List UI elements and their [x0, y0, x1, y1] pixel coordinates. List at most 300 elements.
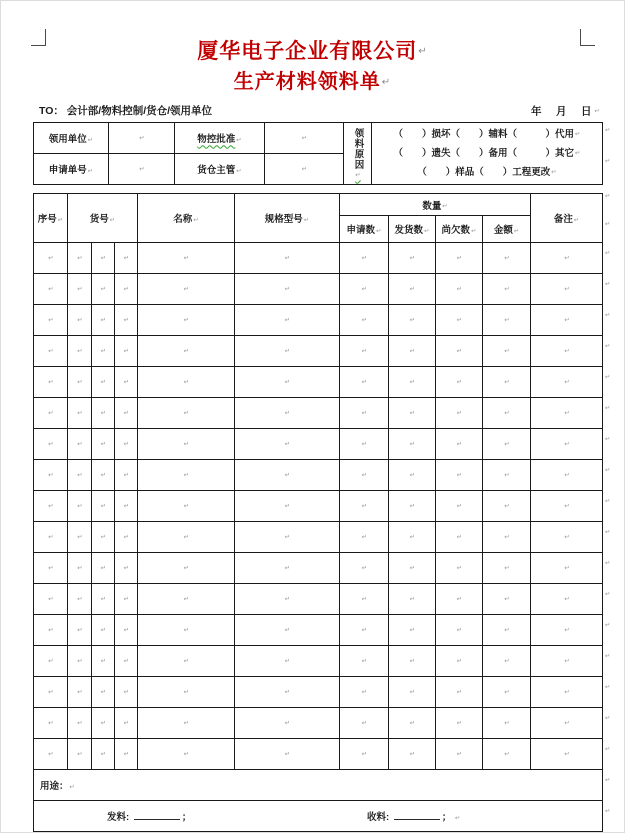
cell-mark-icon: ↵: [48, 286, 54, 294]
form-body: [33, 122, 603, 832]
table-cell[interactable]: [235, 460, 340, 491]
cell-mark-icon: ↵: [123, 317, 130, 325]
cell-mark-icon: ↵: [409, 317, 416, 325]
table-cell[interactable]: [389, 398, 436, 429]
table-cell[interactable]: [436, 305, 483, 336]
cell-mark-icon: ↵: [355, 172, 361, 180]
table-cell[interactable]: [235, 615, 340, 646]
table-cell[interactable]: [340, 584, 389, 615]
table-cell[interactable]: [68, 429, 92, 460]
table-cell[interactable]: [68, 615, 92, 646]
table-cell[interactable]: [436, 274, 483, 305]
table-cell[interactable]: [92, 398, 115, 429]
table-cell[interactable]: [92, 367, 115, 398]
col-header-quantity-group: 数量↵: [340, 194, 531, 216]
table-cell[interactable]: [68, 305, 92, 336]
field-warehouse-supervisor[interactable]: [265, 154, 344, 185]
table-cell[interactable]: [389, 429, 436, 460]
table-cell[interactable]: [235, 708, 340, 739]
cell-mark-icon: ↵: [456, 658, 463, 666]
reason-checkbox-area[interactable]: [372, 123, 603, 185]
table-cell[interactable]: [68, 584, 92, 615]
table-cell[interactable]: [340, 367, 389, 398]
cell-mark-icon: ↵: [100, 565, 107, 573]
table-cell[interactable]: [483, 460, 531, 491]
table-cell[interactable]: [483, 491, 531, 522]
table-cell[interactable]: [92, 584, 115, 615]
table-cell[interactable]: [340, 553, 389, 584]
table-cell[interactable]: [138, 553, 235, 584]
cell-mark-icon: ↵: [564, 565, 570, 573]
table-cell[interactable]: [531, 615, 603, 646]
cell-mark-icon: ↵: [123, 472, 130, 480]
cell-mark-icon: ↵: [409, 410, 416, 418]
table-cell[interactable]: [92, 429, 115, 460]
col-header-remark: 备注↵: [531, 194, 603, 243]
cell-mark-icon: ↵: [456, 627, 463, 635]
table-cell[interactable]: [68, 398, 92, 429]
table-cell[interactable]: [389, 274, 436, 305]
cell-mark-icon: ↵: [284, 472, 291, 480]
table-cell[interactable]: [115, 553, 138, 584]
table-cell[interactable]: [340, 398, 389, 429]
table-cell[interactable]: [115, 429, 138, 460]
table-cell[interactable]: [92, 522, 115, 553]
table-cell[interactable]: [483, 646, 531, 677]
table-row: [34, 429, 603, 460]
table-cell[interactable]: [115, 677, 138, 708]
table-cell[interactable]: [531, 243, 603, 274]
cell-mark-icon: ↵: [183, 503, 190, 511]
paragraph-mark-icon: ↵: [381, 77, 392, 89]
table-cell[interactable]: [138, 615, 235, 646]
cell-mark-icon: ↵: [100, 410, 107, 418]
table-cell[interactable]: [138, 646, 235, 677]
table-cell[interactable]: [92, 553, 115, 584]
table-cell[interactable]: [115, 584, 138, 615]
table-cell[interactable]: [34, 243, 68, 274]
table-cell[interactable]: [115, 522, 138, 553]
table-cell[interactable]: [34, 274, 68, 305]
table-cell[interactable]: [531, 646, 603, 677]
issue-signature-blank[interactable]: [134, 810, 180, 820]
table-cell[interactable]: [34, 460, 68, 491]
table-cell[interactable]: [68, 336, 92, 367]
table-cell[interactable]: [138, 305, 235, 336]
table-cell[interactable]: [389, 491, 436, 522]
cell-mark-icon: ↵: [564, 255, 570, 263]
col-header-shipped-qty: 发货数↵: [389, 216, 436, 243]
table-cell[interactable]: [92, 739, 115, 770]
cell-mark-icon: ↵: [183, 379, 190, 387]
cell-mark-icon: ↵: [361, 379, 368, 387]
table-cell[interactable]: [531, 553, 603, 584]
cell-mark-icon: ↵: [183, 255, 190, 263]
margin-corner-mark-right: [580, 29, 595, 46]
table-cell[interactable]: [389, 615, 436, 646]
table-cell[interactable]: [235, 274, 340, 305]
table-cell[interactable]: [138, 243, 235, 274]
cell-mark-icon: ↵: [442, 203, 448, 211]
table-row: [34, 739, 603, 770]
table-cell[interactable]: [483, 305, 531, 336]
table-cell[interactable]: [34, 553, 68, 584]
paragraph-mark-icon: ↵: [594, 108, 600, 116]
usage-row[interactable]: 用途：↵: [34, 770, 603, 801]
table-cell[interactable]: [483, 429, 531, 460]
reason-line-3: （ ）样品（ ）工程更改↵: [417, 167, 557, 179]
table-cell[interactable]: [92, 274, 115, 305]
table-cell[interactable]: [340, 336, 389, 367]
table-cell[interactable]: [235, 336, 340, 367]
cell-mark-icon: ↵: [513, 227, 520, 235]
table-cell[interactable]: [531, 708, 603, 739]
table-cell[interactable]: [531, 367, 603, 398]
table-row: [34, 336, 603, 367]
table-cell[interactable]: [389, 367, 436, 398]
table-cell[interactable]: [138, 367, 235, 398]
cell-mark-icon: ↵: [123, 379, 130, 387]
cell-mark-icon: ↵: [504, 379, 510, 387]
cell-mark-icon: ↵: [504, 751, 510, 759]
table-cell[interactable]: [92, 677, 115, 708]
table-cell[interactable]: [436, 398, 483, 429]
table-cell[interactable]: [115, 739, 138, 770]
cell-mark-icon: ↵: [100, 503, 107, 511]
table-cell[interactable]: [389, 336, 436, 367]
table-cell[interactable]: [115, 398, 138, 429]
company-title-text: 厦华电子企业有限公司: [197, 40, 418, 63]
table-cell[interactable]: [34, 367, 68, 398]
table-cell[interactable]: [235, 677, 340, 708]
cell-mark-icon: ↵: [284, 503, 291, 511]
cell-mark-icon: ↵: [123, 627, 130, 635]
cell-mark-icon: ↵: [361, 596, 368, 604]
table-cell[interactable]: [436, 739, 483, 770]
cell-mark-icon: ↵: [77, 627, 83, 635]
field-requesting-unit[interactable]: [109, 123, 175, 154]
cell-mark-icon: ↵: [504, 317, 510, 325]
table-cell[interactable]: [340, 243, 389, 274]
row-end-mark-icon: ↵: [605, 127, 611, 134]
table-cell[interactable]: [138, 274, 235, 305]
table-cell[interactable]: [34, 491, 68, 522]
table-cell[interactable]: [340, 739, 389, 770]
cell-mark-icon: ↵: [504, 410, 510, 418]
table-cell[interactable]: [68, 708, 92, 739]
table-cell[interactable]: [340, 305, 389, 336]
table-row: [34, 305, 603, 336]
table-cell[interactable]: [436, 553, 483, 584]
table-cell[interactable]: [115, 708, 138, 739]
table-cell[interactable]: [389, 646, 436, 677]
table-cell[interactable]: [138, 522, 235, 553]
cell-mark-icon: ↵: [48, 317, 54, 325]
table-cell[interactable]: [92, 336, 115, 367]
table-cell[interactable]: [340, 491, 389, 522]
table-cell[interactable]: [115, 305, 138, 336]
row-end-mark-icon: ↵: [605, 622, 611, 629]
table-cell[interactable]: [138, 708, 235, 739]
table-cell[interactable]: [235, 522, 340, 553]
table-cell[interactable]: [34, 429, 68, 460]
table-cell[interactable]: [115, 367, 138, 398]
cell-mark-icon: ↵: [284, 565, 291, 573]
cell-mark-icon: ↵: [48, 689, 54, 697]
table-cell[interactable]: [531, 677, 603, 708]
table-cell[interactable]: [68, 522, 92, 553]
cell-mark-icon: ↵: [57, 216, 64, 224]
cell-mark-icon: ↵: [564, 286, 570, 294]
cell-mark-icon: ↵: [48, 441, 54, 449]
table-cell[interactable]: [138, 677, 235, 708]
table-cell[interactable]: [436, 584, 483, 615]
cell-mark-icon: ↵: [236, 167, 242, 175]
table-cell[interactable]: [235, 367, 340, 398]
issue-signature: 发料: ；: [107, 812, 192, 824]
cell-mark-icon: ↵: [100, 751, 107, 759]
table-cell[interactable]: [483, 708, 531, 739]
table-cell[interactable]: [389, 708, 436, 739]
table-cell[interactable]: [389, 460, 436, 491]
table-cell[interactable]: [92, 646, 115, 677]
cell-mark-icon: ↵: [183, 689, 190, 697]
table-cell[interactable]: [436, 646, 483, 677]
table-cell[interactable]: [531, 398, 603, 429]
table-cell[interactable]: [68, 274, 92, 305]
table-cell[interactable]: [235, 739, 340, 770]
table-cell[interactable]: [340, 615, 389, 646]
table-cell[interactable]: [235, 584, 340, 615]
cell-mark-icon: ↵: [504, 441, 510, 449]
field-material-control-approval[interactable]: [265, 123, 344, 154]
table-cell[interactable]: [115, 460, 138, 491]
table-cell[interactable]: [92, 491, 115, 522]
requisition-table: [33, 193, 603, 832]
table-cell[interactable]: [92, 460, 115, 491]
table-cell[interactable]: [389, 243, 436, 274]
table-cell[interactable]: [531, 429, 603, 460]
table-cell[interactable]: [115, 491, 138, 522]
table-cell[interactable]: [138, 460, 235, 491]
table-cell[interactable]: [531, 274, 603, 305]
table-cell[interactable]: [436, 615, 483, 646]
table-cell[interactable]: [92, 305, 115, 336]
table-cell[interactable]: [68, 646, 92, 677]
table-cell[interactable]: [34, 677, 68, 708]
cell-mark-icon: ↵: [123, 255, 130, 263]
table-cell[interactable]: [68, 553, 92, 584]
cell-mark-icon: ↵: [284, 751, 291, 759]
table-cell[interactable]: [531, 584, 603, 615]
table-cell[interactable]: [436, 708, 483, 739]
cell-mark-icon: ↵: [77, 689, 83, 697]
cell-mark-icon: ↵: [504, 689, 510, 697]
table-cell[interactable]: [483, 739, 531, 770]
table-cell[interactable]: [531, 739, 603, 770]
cell-mark-icon: ↵: [100, 348, 107, 356]
cell-mark-icon: ↵: [409, 441, 416, 449]
cell-mark-icon: ↵: [48, 379, 54, 387]
field-request-number[interactable]: [109, 154, 175, 185]
table-cell[interactable]: [68, 739, 92, 770]
table-cell[interactable]: [389, 584, 436, 615]
table-cell[interactable]: [138, 336, 235, 367]
cell-mark-icon: ↵: [183, 720, 190, 728]
row-end-mark-icon: ↵: [605, 250, 611, 257]
table-cell[interactable]: [92, 243, 115, 274]
table-cell[interactable]: [115, 243, 138, 274]
table-cell[interactable]: [531, 336, 603, 367]
table-cell[interactable]: [436, 243, 483, 274]
table-cell[interactable]: [389, 677, 436, 708]
table-cell[interactable]: [235, 646, 340, 677]
table-row: [34, 398, 603, 429]
table-cell[interactable]: [436, 491, 483, 522]
cell-mark-icon: ↵: [100, 255, 107, 263]
cell-mark-icon: ↵: [564, 410, 570, 418]
cell-mark-icon: ↵: [77, 472, 83, 480]
cell-mark-icon: ↵: [183, 472, 190, 480]
table-cell[interactable]: [68, 491, 92, 522]
table-cell[interactable]: [340, 460, 389, 491]
cell-mark-icon: ↵: [361, 658, 368, 666]
table-cell[interactable]: [340, 429, 389, 460]
table-cell[interactable]: [34, 739, 68, 770]
cell-mark-icon: ↵: [564, 751, 570, 759]
table-cell[interactable]: [340, 708, 389, 739]
table-cell[interactable]: [436, 429, 483, 460]
table-cell[interactable]: [531, 491, 603, 522]
table-cell[interactable]: [115, 615, 138, 646]
table-cell[interactable]: [483, 243, 531, 274]
company-title: [1, 39, 624, 65]
table-cell[interactable]: [436, 336, 483, 367]
table-cell[interactable]: [68, 460, 92, 491]
table-cell[interactable]: [92, 615, 115, 646]
row-end-mark-icon: ↵: [605, 715, 611, 722]
table-cell[interactable]: [34, 522, 68, 553]
table-cell[interactable]: [436, 460, 483, 491]
table-cell[interactable]: [92, 708, 115, 739]
table-cell[interactable]: [235, 491, 340, 522]
table-cell[interactable]: [340, 274, 389, 305]
table-cell[interactable]: [436, 367, 483, 398]
table-cell[interactable]: [389, 739, 436, 770]
cell-mark-icon: ↵: [361, 565, 368, 573]
table-cell[interactable]: [34, 584, 68, 615]
table-cell[interactable]: [138, 491, 235, 522]
cell-mark-icon: ↵: [409, 751, 416, 759]
cell-mark-icon: ↵: [123, 751, 130, 759]
cell-mark-icon: ↵: [77, 317, 83, 325]
cell-mark-icon: ↵: [504, 286, 510, 294]
table-cell[interactable]: [34, 336, 68, 367]
table-cell[interactable]: [483, 522, 531, 553]
table-cell[interactable]: [483, 553, 531, 584]
cell-mark-icon: ↵: [284, 286, 291, 294]
table-cell[interactable]: [235, 243, 340, 274]
reason-line-1: （ ）损坏（ ）辅料（ ）代用↵: [393, 129, 581, 141]
table-cell[interactable]: [389, 522, 436, 553]
table-cell[interactable]: [235, 553, 340, 584]
cell-mark-icon: ↵: [456, 751, 463, 759]
table-row: [34, 522, 603, 553]
table-cell[interactable]: [34, 398, 68, 429]
cell-mark-icon: ↵: [183, 658, 190, 666]
table-cell[interactable]: [68, 677, 92, 708]
table-cell[interactable]: [483, 398, 531, 429]
cell-mark-icon: ↵: [123, 410, 130, 418]
cell-mark-icon: ↵: [123, 286, 130, 294]
cell-mark-icon: ↵: [504, 720, 510, 728]
cell-mark-icon: ↵: [100, 379, 107, 387]
table-cell[interactable]: [68, 367, 92, 398]
table-cell[interactable]: [483, 367, 531, 398]
table-cell[interactable]: [235, 305, 340, 336]
table-cell[interactable]: [138, 398, 235, 429]
cell-mark-icon: ↵: [409, 255, 416, 263]
cell-mark-icon: ↵: [77, 255, 83, 263]
cell-mark-icon: ↵: [504, 472, 510, 480]
table-cell[interactable]: [115, 336, 138, 367]
cell-mark-icon: ↵: [100, 472, 107, 480]
cell-mark-icon: ↵: [564, 441, 570, 449]
table-cell[interactable]: [235, 398, 340, 429]
cell-mark-icon: ↵: [48, 658, 54, 666]
table-cell[interactable]: [483, 274, 531, 305]
table-cell[interactable]: [483, 677, 531, 708]
table-cell[interactable]: [34, 646, 68, 677]
table-cell[interactable]: [436, 677, 483, 708]
cell-mark-icon: ↵: [77, 720, 83, 728]
table-cell[interactable]: [531, 522, 603, 553]
table-cell[interactable]: [235, 429, 340, 460]
table-cell[interactable]: [389, 305, 436, 336]
table-cell[interactable]: [483, 615, 531, 646]
cell-mark-icon: ↵: [564, 317, 570, 325]
table-cell[interactable]: [531, 460, 603, 491]
table-cell[interactable]: [483, 584, 531, 615]
table-cell[interactable]: [436, 522, 483, 553]
table-cell[interactable]: [115, 646, 138, 677]
table-cell[interactable]: [138, 584, 235, 615]
table-cell[interactable]: [138, 739, 235, 770]
table-row: [34, 460, 603, 491]
cell-mark-icon: ↵: [361, 348, 368, 356]
table-cell[interactable]: [340, 646, 389, 677]
table-cell[interactable]: [340, 522, 389, 553]
cell-mark-icon: ↵: [564, 503, 570, 511]
table-cell[interactable]: [34, 615, 68, 646]
table-cell[interactable]: [115, 274, 138, 305]
table-cell[interactable]: [34, 708, 68, 739]
table-cell[interactable]: [68, 243, 92, 274]
row-end-mark-icon: ↵: [605, 684, 611, 691]
table-cell[interactable]: [138, 429, 235, 460]
table-cell[interactable]: [531, 305, 603, 336]
row-end-mark-icon: ↵: [605, 777, 611, 784]
table-cell[interactable]: [34, 305, 68, 336]
cell-mark-icon: ↵: [100, 286, 107, 294]
cell-mark-icon: ↵: [361, 503, 368, 511]
table-cell[interactable]: [389, 553, 436, 584]
table-cell[interactable]: [483, 336, 531, 367]
cell-mark-icon: ↵: [123, 658, 130, 666]
receive-signature-blank[interactable]: [394, 810, 440, 820]
table-cell[interactable]: [340, 677, 389, 708]
cell-mark-icon: ↵: [139, 166, 145, 174]
